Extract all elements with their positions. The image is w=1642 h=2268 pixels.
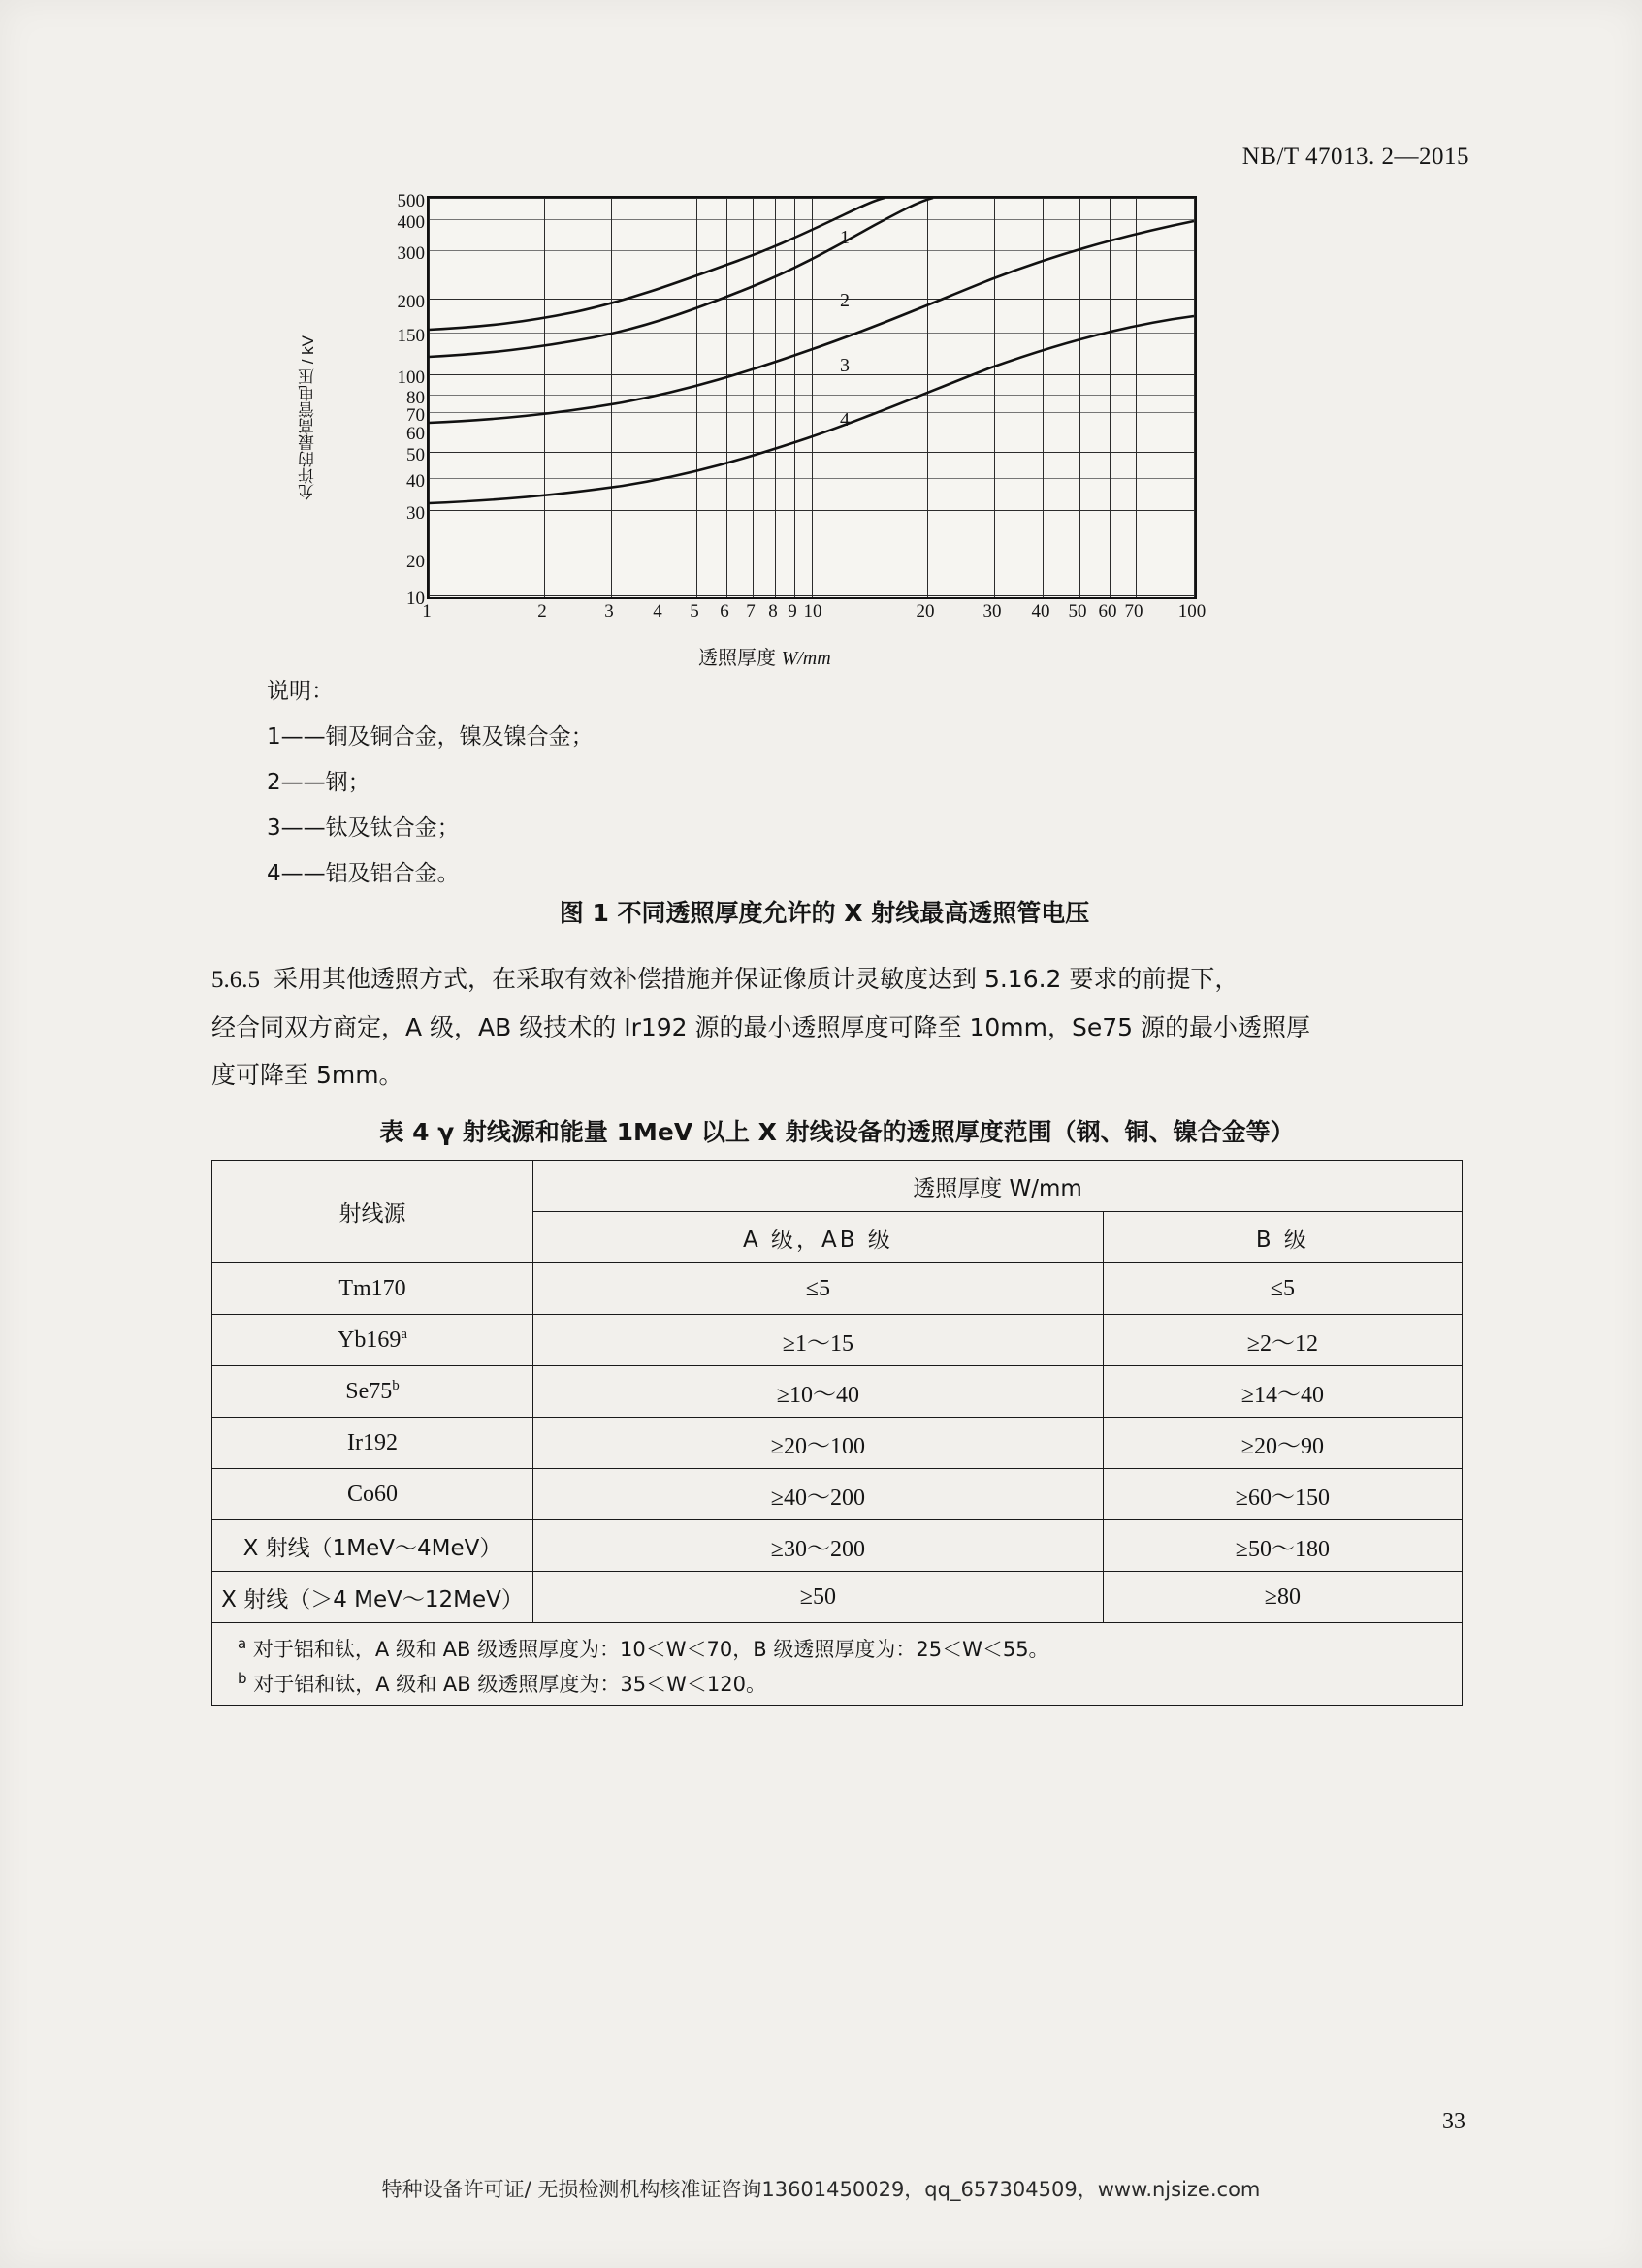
chart-x-axis-title-symbol: W/mm bbox=[781, 648, 831, 669]
x-tick: 40 bbox=[1031, 601, 1050, 622]
footnote-text-b: 对于铝和钛，A 级和 AB 级透照厚度为：35＜W＜120。 bbox=[253, 1673, 766, 1696]
clause-line-2: 经合同双方商定，A 级，AB 级技术的 Ir192 源的最小透照厚度可降至 10mm，Se75 源的最小透照厚 bbox=[211, 1013, 1310, 1041]
x-tick: 8 bbox=[768, 601, 778, 622]
y-tick: 20 bbox=[406, 552, 425, 572]
x-tick: 6 bbox=[720, 601, 729, 622]
legend-item-4: 4——铝及铝合金。 bbox=[267, 861, 460, 886]
y-tick: 30 bbox=[406, 503, 425, 524]
row-value-b: ≥2～12 bbox=[1103, 1315, 1462, 1366]
curve-label-2: 2 bbox=[840, 290, 850, 311]
row-value-a: ≥20～100 bbox=[533, 1418, 1104, 1469]
x-tick: 9 bbox=[788, 601, 797, 622]
table-footnote-a bbox=[238, 1629, 1448, 1664]
chart-x-tick-labels bbox=[422, 601, 1207, 630]
row-value-a: ≤5 bbox=[533, 1263, 1104, 1315]
table-row bbox=[212, 1572, 1463, 1623]
x-tick: 100 bbox=[1177, 601, 1207, 622]
x-tick: 4 bbox=[653, 601, 662, 622]
row-value-b: ≥50～180 bbox=[1103, 1520, 1462, 1572]
figure-1 bbox=[291, 190, 1319, 669]
x-tick: 2 bbox=[537, 601, 547, 622]
table-header-row-1 bbox=[212, 1161, 1463, 1212]
legend-item-1: 1——铜及铜合金，镍及镍合金； bbox=[267, 724, 594, 750]
y-tick: 300 bbox=[397, 243, 425, 264]
y-tick: 70 bbox=[406, 405, 425, 426]
row-source: Se75$^b$ bbox=[212, 1366, 533, 1418]
table-header-source: 射线源 bbox=[212, 1161, 533, 1263]
row-value-b: ≥14～40 bbox=[1103, 1366, 1462, 1418]
footnote-mark-a: a bbox=[238, 1635, 247, 1652]
y-tick: 200 bbox=[397, 292, 425, 312]
page-number: 33 bbox=[1442, 2109, 1465, 2134]
row-source: X 射线（＞4 MeV～12MeV） bbox=[212, 1572, 533, 1623]
table-4 bbox=[211, 1160, 1463, 1706]
row-value-a: ≥30～200 bbox=[533, 1520, 1104, 1572]
chart-plot-area bbox=[427, 196, 1197, 599]
table-row bbox=[212, 1418, 1463, 1469]
clause-line-3: 度可降至 5mm。 bbox=[211, 1061, 403, 1089]
x-tick: 20 bbox=[916, 601, 935, 622]
row-value-b: ≥80 bbox=[1103, 1572, 1462, 1623]
x-tick: 7 bbox=[746, 601, 756, 622]
row-source: Ir192 bbox=[212, 1418, 533, 1469]
x-tick: 50 bbox=[1068, 601, 1087, 622]
y-tick: 40 bbox=[406, 471, 425, 492]
legend-item-2: 2——钢； bbox=[267, 770, 370, 795]
curve-label-4: 4 bbox=[840, 409, 850, 431]
x-tick: 1 bbox=[422, 601, 432, 622]
table-row bbox=[212, 1263, 1463, 1315]
row-source: X 射线（1MeV～4MeV） bbox=[212, 1520, 533, 1572]
chart-curves bbox=[429, 198, 1195, 597]
table-header-group: 透照厚度 W/mm bbox=[533, 1161, 1463, 1212]
table-header-grade-b: B 级 bbox=[1103, 1212, 1462, 1263]
clause-5-6-5 bbox=[211, 955, 1463, 1099]
footnote-mark-b: b bbox=[238, 1670, 247, 1687]
standard-code-header: NB/T 47013. 2—2015 bbox=[1241, 144, 1469, 170]
clause-line-1: 采用其他透照方式，在采取有效补偿措施并保证像质计灵敏度达到 5.16.2 要求的前提下， bbox=[274, 965, 1240, 993]
legend-title: 说明： bbox=[267, 679, 334, 704]
table-4-caption: 表 4 γ 射线源和能量 1MeV 以上 X 射线设备的透照厚度范围（钢、铜、镍合金等） bbox=[379, 1118, 1295, 1146]
x-tick: 70 bbox=[1124, 601, 1143, 622]
figure-caption: 图 1 不同透照厚度允许的 X 射线最高透照管电压 bbox=[559, 899, 1090, 927]
row-source: Yb169$^a$ bbox=[212, 1315, 533, 1366]
chart-x-axis-title bbox=[698, 642, 831, 670]
table-row bbox=[212, 1366, 1463, 1418]
y-tick: 400 bbox=[397, 212, 425, 233]
row-value-a: ≥1～15 bbox=[533, 1315, 1104, 1366]
table-footnote-b bbox=[238, 1664, 1448, 1699]
table-row bbox=[212, 1469, 1463, 1520]
footnote-text-a: 对于铝和钛，A 级和 AB 级透照厚度为：10＜W＜70，B 级透照厚度为：25＜W＜55。 bbox=[252, 1638, 1049, 1661]
chart-y-axis-label: 允许的最高管电压 / kV bbox=[299, 335, 317, 501]
row-source: Tm170 bbox=[212, 1263, 533, 1315]
row-value-a: ≥10～40 bbox=[533, 1366, 1104, 1418]
y-tick: 80 bbox=[406, 388, 425, 408]
table-row bbox=[212, 1315, 1463, 1366]
table-header-grade-a-ab: A 级，AB 级 bbox=[533, 1212, 1104, 1263]
x-tick: 3 bbox=[604, 601, 614, 622]
x-tick: 60 bbox=[1098, 601, 1117, 622]
chart-y-tick-labels bbox=[351, 191, 425, 609]
x-tick: 5 bbox=[690, 601, 699, 622]
y-tick: 500 bbox=[397, 191, 425, 211]
row-value-b: ≥20～90 bbox=[1103, 1418, 1462, 1469]
footer-watermark: 特种设备许可证/ 无损检测机构核准证咨询13601450029，qq_657304509，www.njsize.com bbox=[381, 2178, 1261, 2201]
footnote-ref-a: a bbox=[401, 1326, 407, 1342]
table-footnotes-row bbox=[212, 1623, 1463, 1706]
row-value-b: ≥60～150 bbox=[1103, 1469, 1462, 1520]
x-tick: 10 bbox=[803, 601, 822, 622]
y-tick: 10 bbox=[406, 589, 425, 609]
y-tick: 60 bbox=[406, 424, 425, 444]
x-tick: 30 bbox=[982, 601, 1002, 622]
row-value-b: ≤5 bbox=[1103, 1263, 1462, 1315]
y-tick: 50 bbox=[406, 445, 425, 465]
row-value-a: ≥50 bbox=[533, 1572, 1104, 1623]
figure-legend bbox=[267, 669, 1140, 897]
row-source: Co60 bbox=[212, 1469, 533, 1520]
y-tick: 150 bbox=[397, 326, 425, 346]
table-row bbox=[212, 1520, 1463, 1572]
chart-x-axis-title-cn: 透照厚度 bbox=[698, 648, 776, 669]
y-tick: 100 bbox=[397, 367, 425, 388]
legend-item-3: 3——钛及钛合金； bbox=[267, 815, 460, 841]
clause-number: 5.6.5 bbox=[211, 967, 260, 993]
row-value-a: ≥40～200 bbox=[533, 1469, 1104, 1520]
curve-label-3: 3 bbox=[840, 355, 850, 376]
footnote-ref-b: b bbox=[392, 1378, 400, 1393]
curve-label-1: 1 bbox=[840, 227, 850, 248]
